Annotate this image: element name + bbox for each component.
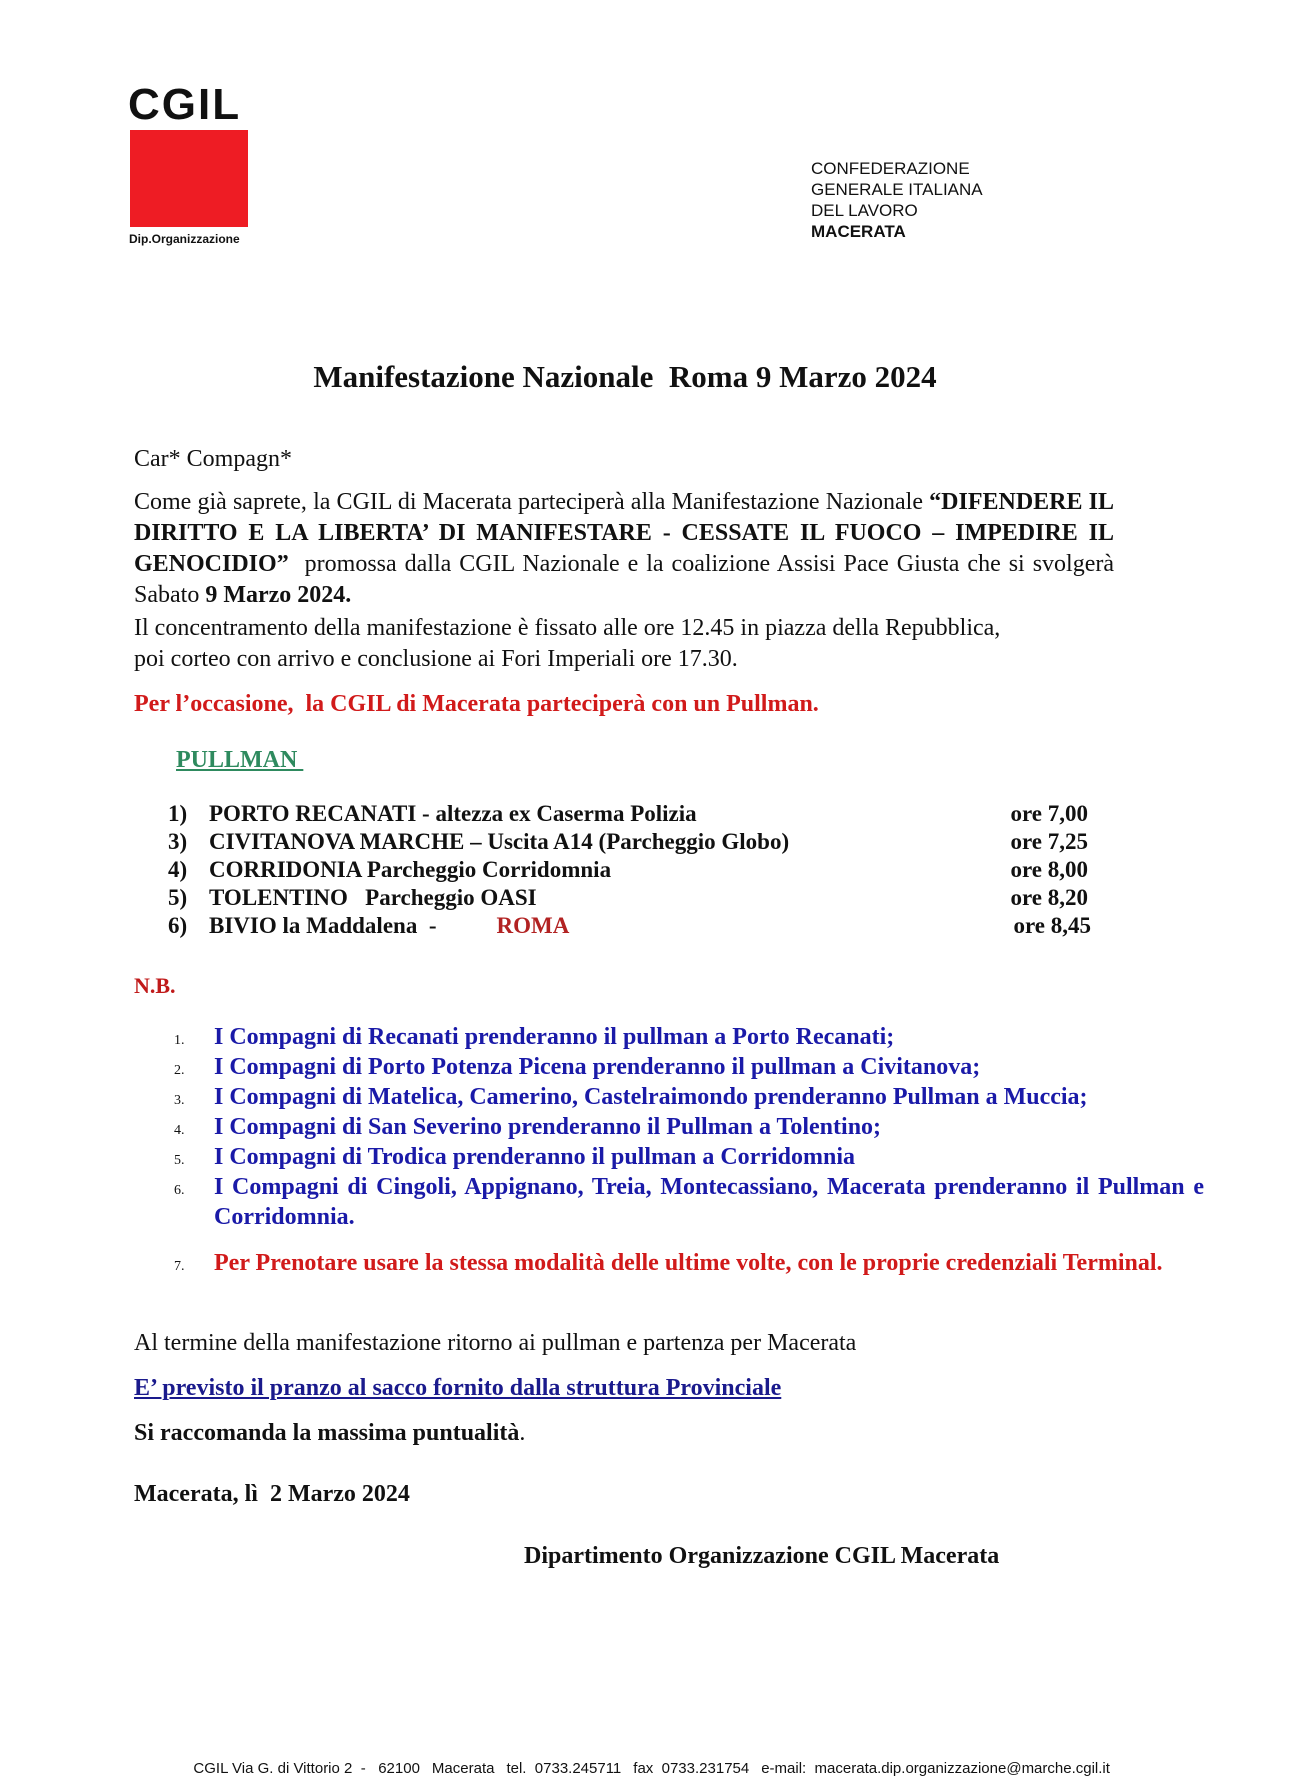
stop-detail: – Uscita A14 (Parcheggio Globo) xyxy=(464,829,790,854)
cgil-logo-red-square xyxy=(130,130,248,227)
cgil-logo-text: CGIL xyxy=(128,80,242,129)
stop-time: ore 8,45 xyxy=(1013,913,1091,938)
stop-detail: - xyxy=(417,913,437,938)
org-city: MACERATA xyxy=(811,222,906,241)
intro-paragraph xyxy=(134,487,1120,611)
punctuality-note xyxy=(134,1420,525,1447)
note-text: I Compagni di Matelica, Camerino, Castelraimondo prenderanno Pullman a Muccia; xyxy=(214,1084,1088,1110)
stop-number: 3) xyxy=(168,829,188,854)
signature: Dipartimento Organizzazione CGIL Macerata xyxy=(524,1543,1000,1569)
footer xyxy=(0,1743,1295,1777)
punctuality-text: Si raccomanda la massima puntualità xyxy=(134,1420,520,1446)
event-slogan: “DIFENDERE IL DIRITTO E LA LIBERTA’ DI MANIFESTARE - CESSATE IL FUOCO – IMPEDIRE IL GENOCIDIO” xyxy=(134,489,1114,577)
note-text: I Compagni di Trodica prenderanno il pullman a Corridomnia xyxy=(214,1144,856,1170)
stop-place: CORRIDONIA xyxy=(209,857,362,882)
note-number: 6. xyxy=(174,1183,185,1198)
event-date: 9 Marzo 2024. xyxy=(205,582,352,608)
stop-place: BIVIO la Maddalena xyxy=(209,913,418,938)
stop-number: 4) xyxy=(168,857,188,882)
stop-place: CIVITANOVA MARCHE xyxy=(209,829,465,854)
stop-row xyxy=(168,857,1088,885)
stop-row xyxy=(168,801,1088,829)
stop-number: 1) xyxy=(168,801,188,826)
intro-text-1: Come già saprete, la CGIL di Macerata parteciperà alla Manifestazione Nazionale xyxy=(134,489,930,515)
salutation: Car* Compagn* xyxy=(134,446,292,472)
meeting-line-2: poi corteo con arrivo e conclusione ai Fori Imperiali ore 17.30. xyxy=(134,646,738,672)
note-text: I Compagni di Recanati prenderanno il pullman a Porto Recanati; xyxy=(214,1024,895,1050)
note-number: 1. xyxy=(174,1033,185,1048)
note-text: Per Prenotare usare la stessa modalità delle ultime volte, con le proprie credenziali Terminal. xyxy=(214,1250,1163,1276)
note-number: 5. xyxy=(174,1153,185,1168)
nb-label: N.B. xyxy=(134,973,176,998)
footer-email: e-mail: macerata.dip.organizzazione@marche.cgil.it xyxy=(761,1760,1110,1777)
stop-detail: - altezza ex Caserma Polizia xyxy=(416,801,697,826)
place-and-date: Macerata, lì 2 Marzo 2024 xyxy=(134,1481,410,1507)
organization-block xyxy=(811,158,983,242)
meeting-paragraph xyxy=(134,613,1134,675)
stop-time: ore 7,25 xyxy=(1010,829,1088,854)
org-line-3: DEL LAVORO xyxy=(811,201,918,220)
note-number: 7. xyxy=(174,1259,185,1274)
stop-destination: ROMA xyxy=(496,913,570,938)
footer-city: Macerata xyxy=(431,1760,495,1777)
note-number: 3. xyxy=(174,1093,185,1108)
stop-time: ore 8,20 xyxy=(1010,885,1088,910)
page-title: Manifestazione Nazionale Roma 9 Marzo 2024 xyxy=(313,359,937,394)
stop-detail: Parcheggio Corridomnia xyxy=(361,857,612,882)
stop-number: 5) xyxy=(168,885,188,910)
note-text: I Compagni di Cingoli, Appignano, Treia, Montecassiano, Macerata prenderanno il Pullman e Corridomnia. xyxy=(214,1174,1204,1230)
logo-subtitle: Dip.Organizzazione xyxy=(129,232,240,246)
org-line-2: GENERALE ITALIANA xyxy=(811,180,983,199)
note-text: I Compagni di San Severino prenderanno il Pullman a Tolentino; xyxy=(214,1114,882,1140)
stop-place: TOLENTINO xyxy=(209,885,348,910)
stop-place: PORTO RECANATI xyxy=(209,801,417,826)
meeting-line-1: Il concentramento della manifestazione è fissato alle ore 12.45 in piazza della Repubblica, xyxy=(134,615,1001,641)
stop-row xyxy=(168,913,1091,941)
footer-tel: tel. 0733.245711 xyxy=(506,1760,622,1777)
note-number: 4. xyxy=(174,1123,185,1138)
punctuality-period: . xyxy=(519,1420,526,1446)
org-line-1: CONFEDERAZIONE xyxy=(811,159,970,178)
footer-address: CGIL Via G. di Vittorio 2 - 62100 xyxy=(193,1760,420,1777)
stop-row xyxy=(168,829,1088,857)
note-text: I Compagni di Porto Potenza Picena prenderanno il pullman a Civitanova; xyxy=(214,1054,981,1080)
stop-time: ore 8,00 xyxy=(1010,857,1088,882)
pullman-heading: PULLMAN xyxy=(176,747,304,773)
stop-number: 6) xyxy=(168,913,188,938)
note-number: 2. xyxy=(174,1063,185,1078)
lunch-note: E’ previsto il pranzo al sacco fornito dalla struttura Provinciale xyxy=(134,1375,782,1401)
stop-time: ore 7,00 xyxy=(1010,801,1088,826)
return-note: Al termine della manifestazione ritorno ai pullman e partenza per Macerata xyxy=(134,1330,857,1356)
occasion-note: Per l’occasione, la CGIL di Macerata parteciperà con un Pullman. xyxy=(134,691,819,717)
stop-row xyxy=(168,885,1088,913)
intro-text-2: promossa dalla CGIL Nazionale e la coalizione Assisi Pace Giusta che si svolgerà Sabato xyxy=(134,551,1120,608)
stop-detail: Parcheggio OASI xyxy=(347,885,537,910)
footer-fax: fax 0733.231754 xyxy=(633,1760,750,1777)
